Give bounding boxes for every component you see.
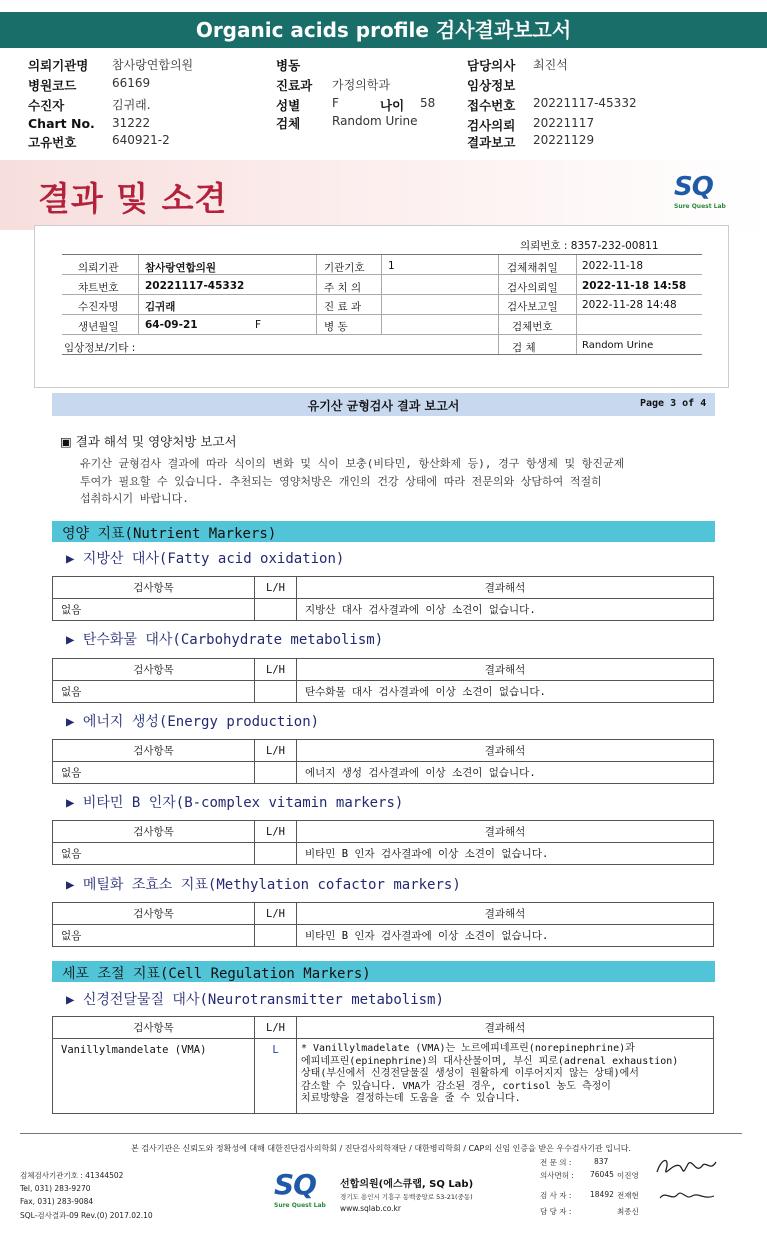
col-item: 검사항목 — [53, 903, 255, 925]
footer-info: SQL-검사결과-09 Rev.(0) 2017.02.10 — [20, 1211, 153, 1220]
age-label: 나이 — [380, 98, 405, 113]
divider — [62, 254, 702, 255]
specimen-label: 검 체 — [512, 342, 536, 354]
cell-lh — [255, 762, 297, 784]
col-item: 검사항목 — [53, 659, 255, 681]
specimen-value: Random Urine — [582, 340, 654, 351]
cell-lh — [255, 599, 297, 621]
footer-divider — [20, 1133, 742, 1134]
footer-info: 검체검사기관기호 : 41344502 — [20, 1171, 124, 1180]
col-lh: L/H — [255, 659, 297, 681]
staff-name: 전재현 — [617, 1191, 639, 1200]
header-label: 임상정보 — [467, 78, 516, 93]
lab-address: 경기도 용인시 기흥구 동백중앙로 53-21(중동) — [340, 1193, 473, 1201]
info-value: 1 — [388, 260, 395, 272]
staff-name: 이진영 — [617, 1171, 639, 1180]
header-label: 결과보고 — [467, 135, 516, 150]
result-table — [52, 902, 714, 947]
col-interp: 결과해석 — [297, 903, 714, 925]
divider — [62, 274, 702, 275]
interp-line: 감소할 수 있습니다. VMA가 감소된 경우, cortisol 농도 측정이 — [301, 1080, 611, 1092]
page-indicator: Page 3 of 4 — [640, 398, 707, 409]
cell-lh — [255, 843, 297, 865]
interpretation-line: 유기산 균형검사 결과에 따라 식이의 변화 및 식이 보충(비타민, 항산화제 등), 경구 항생제 및 항진균제 — [80, 457, 625, 470]
col-interp: 결과해석 — [297, 1017, 714, 1039]
sq-logo-tagline: Sure Quest Lab — [674, 203, 726, 210]
staff-name: 최종신 — [617, 1207, 639, 1216]
cell-interp — [297, 1039, 714, 1114]
col-item: 검사항목 — [53, 1017, 255, 1039]
interp-line: 에피네프린(epinephrine)의 대사산물이며, 부신 피로(adrenal exhaustion) — [301, 1055, 679, 1067]
lab-web: www.sqlab.co.kr — [340, 1204, 401, 1213]
cell-interp: 비타민 B 인자 검사결과에 이상 소견이 없습니다. — [297, 925, 714, 947]
info-label: 주 치 의 — [324, 282, 362, 294]
sq-logo — [668, 172, 738, 212]
info-label: 수진자명 — [78, 301, 119, 313]
divider — [62, 294, 702, 295]
footer-logo — [274, 1168, 332, 1212]
request-number: 의뢰번호 : 8357-232-00811 — [520, 240, 659, 252]
staff-no: 18492 — [590, 1190, 614, 1199]
col-interp: 결과해석 — [297, 577, 714, 599]
col-lh: L/H — [255, 821, 297, 843]
result-table — [52, 658, 714, 703]
interpretation-line: 섭취하시기 바랍니다. — [80, 492, 189, 505]
header-value: 20221129 — [533, 133, 595, 147]
footer-info: Fax, 031) 283-9084 — [20, 1197, 94, 1206]
specimen-value: Random Urine — [332, 114, 418, 128]
sq-logo-text: SQ — [674, 172, 713, 202]
col-lh: L/H — [255, 740, 297, 762]
interpretation-heading: ▣ 결과 해석 및 영양처방 보고서 — [60, 434, 237, 449]
info-label: 검사의뢰일 — [507, 282, 558, 294]
specimen-label: 검체 — [276, 116, 301, 131]
interp-line: 상태(부신에서 신경전달물질 생성이 원활하게 이루어지지 않는 상태)에서 — [301, 1068, 639, 1079]
table-row — [53, 925, 714, 947]
footer-info: Tel, 031) 283-9270 — [20, 1184, 91, 1193]
section-title-cell: 세포 조절 지표(Cell Regulation Markers) — [62, 966, 371, 982]
divider — [62, 354, 702, 355]
info-label: 검사보고일 — [507, 301, 558, 313]
divider — [381, 255, 382, 334]
info-label: 진 료 과 — [324, 301, 362, 313]
cell-interp: 탄수화물 대사 검사결과에 이상 소견이 없습니다. — [297, 681, 714, 703]
header-value: 김귀래. — [112, 98, 151, 112]
divider — [498, 255, 499, 354]
footer-logo-tagline: Sure Quest Lab — [274, 1202, 326, 1209]
footer-cert: 본 검사기관은 신뢰도와 정확성에 대해 대한진단검사의학회 / 진단검사의학재단 / 대한병리학회 / CAP의 신임 인증을 받은 우수검사기관 입니다. — [131, 1144, 631, 1153]
divider — [576, 255, 577, 354]
staff-role: 전 문 의 : — [540, 1158, 572, 1167]
info-label: 검체채취일 — [507, 262, 558, 274]
col-lh: L/H — [255, 903, 297, 925]
subsection-title: ▶ 비타민 B 인자(B-complex vitamin markers) — [66, 795, 404, 811]
col-item: 검사항목 — [53, 577, 255, 599]
col-item: 검사항목 — [53, 821, 255, 843]
staff-no: 76045 — [590, 1170, 614, 1179]
table-row — [53, 843, 714, 865]
col-interp: 결과해석 — [297, 740, 714, 762]
header-value: 640921-2 — [112, 133, 170, 147]
header-label: Chart No. — [28, 116, 95, 131]
sex-label: 성별 — [276, 98, 301, 113]
info-label: 병 동 — [324, 321, 348, 333]
header-label: 담당의사 — [467, 58, 516, 73]
section-title-nutrient: 영양 지표(Nutrient Markers) — [62, 526, 277, 542]
cell-lh — [255, 925, 297, 947]
header-label: 수진자 — [28, 98, 65, 113]
header-label: 접수번호 — [467, 98, 516, 113]
header-label: 고유번호 — [28, 135, 77, 150]
divider — [62, 314, 702, 315]
col-item: 검사항목 — [53, 740, 255, 762]
col-interp: 결과해석 — [297, 821, 714, 843]
result-table — [52, 739, 714, 784]
info-label: 의뢰기관 — [78, 262, 119, 274]
table-row — [53, 681, 714, 703]
result-table — [52, 576, 714, 621]
staff-role: 의사면허 : — [540, 1171, 574, 1180]
divider — [138, 255, 139, 334]
ward-label: 병동 — [276, 58, 301, 73]
signature-image — [652, 1184, 722, 1208]
info-label: 기관기호 — [324, 262, 365, 274]
header-value: 최진석 — [533, 58, 568, 72]
lab-name: 선합의원(에스큐랩, SQ Lab) — [340, 1179, 474, 1190]
subsection-title: ▶ 에너지 생성(Energy production) — [66, 714, 320, 730]
staff-role: 담 당 자 : — [540, 1207, 572, 1216]
info-label: 생년월일 — [78, 321, 119, 333]
col-interp: 결과해석 — [297, 659, 714, 681]
report-title-bar: Organic acids profile 검사결과보고서 — [0, 12, 767, 48]
cell-lh — [255, 681, 297, 703]
col-lh: L/H — [255, 577, 297, 599]
table-row — [53, 1039, 714, 1114]
info-sex: F — [255, 319, 262, 331]
cell-item: Vanillylmandelate (VMA) — [53, 1039, 255, 1114]
result-table — [52, 820, 714, 865]
cell-item: 없음 — [53, 681, 255, 703]
cell-item: 없음 — [53, 762, 255, 784]
subsection-title: ▶ 탄수화물 대사(Carbohydrate metabolism) — [66, 632, 384, 648]
subsection-title: ▶ 지방산 대사(Fatty acid oxidation) — [66, 551, 345, 567]
table-row — [53, 599, 714, 621]
staff-no: 837 — [594, 1157, 609, 1166]
report-band-title: 유기산 균형검사 결과 보고서 — [307, 399, 460, 413]
info-value: 64-09-21 — [145, 319, 198, 331]
result-table — [52, 1016, 714, 1114]
age-value: 58 — [420, 96, 436, 110]
header-value: 20221117-45332 — [533, 96, 637, 110]
header-value: 31222 — [112, 116, 151, 130]
cell-lh: L — [255, 1039, 297, 1114]
info-label: 챠트번호 — [78, 282, 119, 294]
results-heading: 결과 및 소견 — [38, 179, 228, 218]
info-value: 2022-11-18 — [582, 260, 644, 272]
dept-value: 가정의학과 — [332, 78, 390, 92]
dept-label: 진료과 — [276, 78, 313, 93]
cell-item: 없음 — [53, 925, 255, 947]
col-lh: L/H — [255, 1017, 297, 1039]
interp-line: 치료방향을 결정하는데 도움을 줄 수 있습니다. — [301, 1093, 521, 1104]
info-value: 2022-11-18 14:58 — [582, 280, 687, 292]
cell-item: 없음 — [53, 843, 255, 865]
divider — [316, 255, 317, 334]
header-label: 검사의뢰 — [467, 118, 516, 133]
info-value: 김귀래 — [145, 301, 176, 313]
info-value: 참사랑연합의원 — [145, 262, 217, 274]
cell-interp: 에너지 생성 검사결과에 이상 소견이 없습니다. — [297, 762, 714, 784]
signature-image — [652, 1152, 722, 1182]
header-value: 참사랑연합의원 — [112, 58, 194, 72]
info-value: 20221117-45332 — [145, 280, 245, 292]
cell-interp: 지방산 대사 검사결과에 이상 소견이 없습니다. — [297, 599, 714, 621]
header-value: 20221117 — [533, 116, 595, 130]
cell-interp: 비타민 B 인자 검사결과에 이상 소견이 없습니다. — [297, 843, 714, 865]
divider — [62, 334, 702, 335]
header-value: 66169 — [112, 76, 151, 90]
header-label: 의뢰기관명 — [28, 58, 89, 73]
cell-item: 없음 — [53, 599, 255, 621]
info-value: 2022-11-28 14:48 — [582, 299, 677, 311]
sex-value: F — [332, 96, 339, 110]
footer-logo-text: SQ — [274, 1168, 316, 1201]
header-label: 병원코드 — [28, 78, 77, 93]
staff-role: 검 사 자 : — [540, 1191, 572, 1200]
interpretation-line: 투여가 필요할 수 있습니다. 추천되는 영양처방은 개인의 건강 상태에 따라 전문의와 상담하여 적절히 — [80, 475, 602, 488]
clinical-label: 임상정보/기타 : — [64, 342, 136, 354]
interp-line: * Vanillylmadelate (VMA)는 노르에피네프린(norepinephrine)과 — [301, 1043, 635, 1054]
subsection-title: ▶ 신경전달물질 대사(Neurotransmitter metabolism) — [66, 992, 444, 1008]
subsection-title: ▶ 메틸화 조효소 지표(Methylation cofactor markers) — [66, 877, 461, 893]
info-label: 검체번호 — [512, 321, 553, 333]
table-row — [53, 762, 714, 784]
